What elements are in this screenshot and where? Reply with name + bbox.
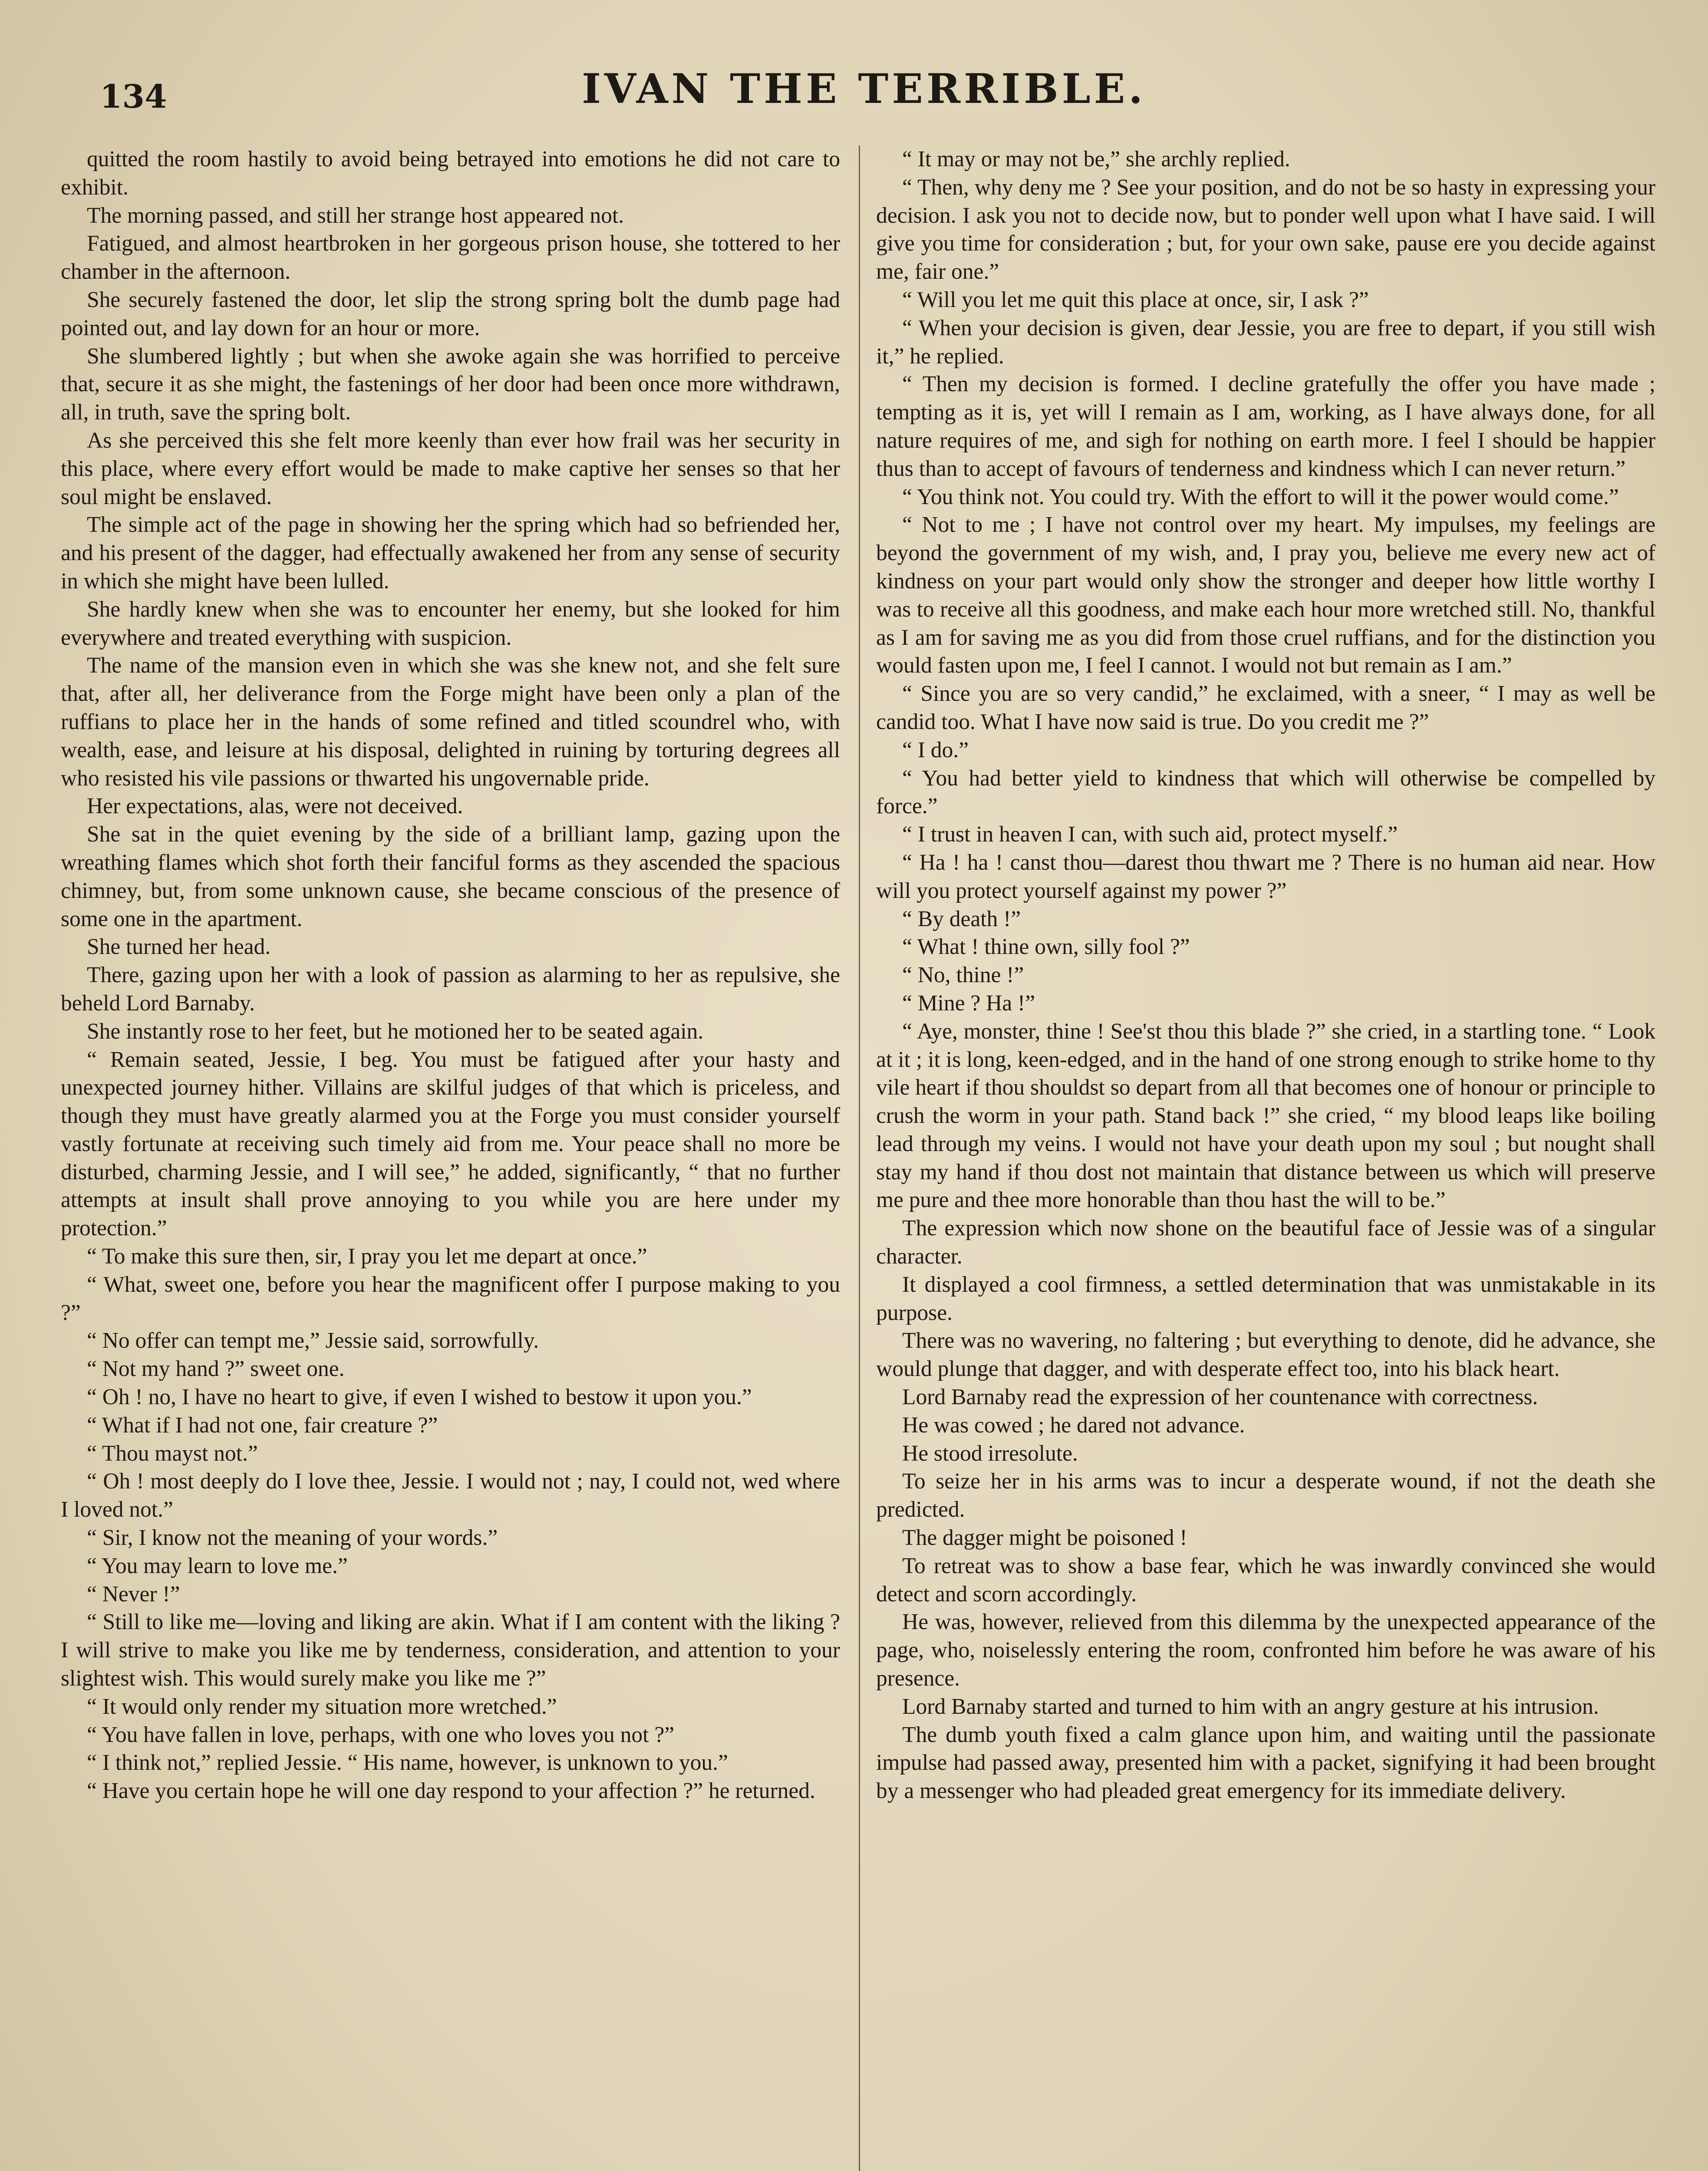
paragraph: “ You had better yield to kindness that which will otherwise be compelled by force.”	[876, 765, 1655, 819]
paragraph: The simple act of the page in showing her the spring which had so befriended her, and his present of the dagger, had effectually awakened her from any sense of security in which she might have been lulled.	[61, 512, 840, 594]
paragraph: She sat in the quiet evening by the side of a brilliant lamp, gazing upon the wreathing flames which shot forth their fanciful forms as they ascended the spacious chimney, but, from some unknown cause, she became conscious of the presence of some one in the apartment.	[61, 822, 840, 931]
paragraph: “ Will you let me quit this place at once, sir, I ask ?”	[902, 287, 1369, 312]
paragraph: “ Ha ! ha ! canst thou—darest thou thwart me ? There is no human aid near. How will you protect yourself against my power ?”	[876, 850, 1655, 903]
paragraph: As she perceived this she felt more keenly than ever how frail was her security in this place, where every effort would be made to make captive her senses so that her soul might be enslaved.	[61, 428, 840, 509]
paragraph: The dagger might be poisoned !	[902, 1525, 1187, 1551]
paragraph: “ I think not,” replied Jessie. “ His name, however, is unknown to you.”	[87, 1750, 728, 1775]
paragraph: “ To make this sure then, sir, I pray you let me depart at once.”	[87, 1244, 647, 1269]
left-text-column	[61, 145, 840, 2171]
paragraph: “ When your decision is given, dear Jessie, you are free to depart, if you still wish it,” he replied.	[876, 315, 1655, 369]
column-divider	[859, 145, 860, 2171]
paragraph: She securely fastened the door, let slip the strong spring bolt the dumb page had pointed out, and lay down for an hour or more.	[61, 287, 840, 340]
paragraph: She slumbered lightly ; but when she awoke again she was horrified to perceive that, secure it as she might, the fastenings of her door had been once more withdrawn, all, in truth, save the spring bolt.	[61, 343, 840, 425]
paragraph: Fatigued, and almost heartbroken in her gorgeous prison house, she tottered to her chamber in the afternoon.	[61, 231, 840, 284]
paragraph: “ Remain seated, Jessie, I beg. You must be fatigued after your hasty and unexpected journey hither. Villains are skilful judges of that which is priceless, and though they must have greatly alarmed you at the Forge you must consider yourself vastly fortunate at receiving such timely aid from me. Your peace shall no more be disturbed, charming Jessie, and I will see,” he added, significantly, “ that no further attempts at insult shall prove annoying to you while you are here under my protection.”	[61, 1047, 840, 1241]
paragraph: He was cowed ; he dared not advance.	[902, 1412, 1245, 1438]
paragraph: “ Sir, I know not the meaning of your words.”	[87, 1525, 498, 1551]
paragraph: To seize her in his arms was to incur a desperate wound, if not the death she predicted.	[876, 1469, 1655, 1522]
right-text-column	[876, 145, 1655, 2171]
paragraph: “ Oh ! most deeply do I love thee, Jessie. I would not ; nay, I could not, wed where I loved not.”	[61, 1469, 840, 1522]
page-header	[61, 65, 1667, 130]
paragraph: quitted the room hastily to avoid being betrayed into emotions he did not care to exhibit.	[61, 147, 840, 200]
paragraph: “ No, thine !”	[902, 963, 1024, 988]
paragraph: “ You have fallen in love, perhaps, with one who loves you not ?”	[87, 1722, 675, 1747]
paragraph: He was, however, relieved from this dilemma by the unexpected appearance of the page, who, noiselessly entering the room, confronted him before he was aware of his presence.	[876, 1610, 1655, 1691]
paragraph: To retreat was to show a base fear, which he was inwardly convinced she would detect and scorn accordingly.	[876, 1553, 1655, 1607]
paragraph: She turned her head.	[87, 934, 271, 960]
running-title: IVAN THE TERRIBLE.	[581, 65, 1147, 113]
paragraph: “ You may learn to love me.”	[87, 1553, 348, 1578]
paragraph: “ Still to like me—loving and liking are akin. What if I am content with the liking ? I will strive to make you like me by tenderness, consideration, and attention to your slightest wish. This would surely make you like me ?”	[61, 1610, 840, 1691]
paragraph: “ By death !”	[902, 906, 1021, 931]
paragraph: The dumb youth fixed a calm glance upon him, and waiting until the passionate impulse had passed away, presented him with a packet, signifying it had been brought by a messenger who had pleaded great emergency for its immediate delivery.	[876, 1722, 1655, 1804]
paragraph: “ I trust in heaven I can, with such aid, protect myself.”	[902, 822, 1398, 847]
paragraph: “ Thou mayst not.”	[87, 1441, 258, 1466]
paragraph: “ What if I had not one, fair creature ?”	[87, 1412, 438, 1438]
paragraph: Lord Barnaby started and turned to him with an angry gesture at his intrusion.	[902, 1694, 1599, 1719]
paragraph: “ No offer can tempt me,” Jessie said, sorrowfully.	[87, 1328, 539, 1353]
paragraph: She hardly knew when she was to encounter her enemy, but she looked for him everywhere and treated everything with suspicion.	[61, 597, 840, 650]
paragraph: “ It would only render my situation more wretched.”	[87, 1694, 557, 1719]
paragraph: He stood irresolute.	[902, 1441, 1078, 1466]
paragraph: “ Since you are so very candid,” he exclaimed, with a sneer, “ I may as well be candid too. What I have now said is true. Do you credit me ?”	[876, 681, 1655, 734]
paragraph: “ Mine ? Ha !”	[902, 990, 1035, 1016]
paragraph: “ Then my decision is formed. I decline gratefully the offer you have made ; tempting as it is, yet will I remain as I am, working, as I have always done, for all nature requires of me, and sigh for nothing on earth more. I feel I should be happier thus than to accept of favours of tenderness and kindness which I can never return.”	[876, 372, 1655, 481]
paragraph: “ Then, why deny me ? See your position, and do not be so hasty in expressing your decision. I ask you not to decide now, but to ponder well upon what I have said. I will give you time for consideration ; but, for your own sake, pause ere you decide against me, fair one.”	[876, 175, 1655, 284]
paragraph: It displayed a cool firmness, a settled determination that was unmistakable in its purpose.	[876, 1272, 1655, 1325]
paragraph: The name of the mansion even in which she was she knew not, and she felt sure that, after all, her deliverance from the Forge might have been only a plan of the ruffians to place her in the hands of some refined and titled scoundrel who, with wealth, ease, and leisure at his disposal, delighted in ruining by torturing degrees all who resisted his vile passions or thwarted his ungovernable pride.	[61, 653, 840, 791]
paragraph: Lord Barnaby read the expression of her countenance with correctness.	[902, 1385, 1538, 1410]
paragraph: “ Aye, monster, thine ! See'st thou this blade ?” she cried, in a startling tone. “ Look at it ; it is long, keen-edged, and in the hand of one strong enough to strike home to thy vile heart if thou shouldst so depart from all that becomes one of honour or principle to crush the worm in your path. Stand back !” she cried, “ my blood leaps like boiling lead through my veins. I would not have your death upon my soul ; but nought shall stay my hand if thou dost not maintain that distance between us which will preserve me pure and thee more honorable than thou hast the will to be.”	[876, 1019, 1655, 1213]
paragraph: “ I do.”	[902, 737, 969, 762]
paragraph: “ Oh ! no, I have no heart to give, if even I wished to bestow it upon you.”	[87, 1385, 752, 1410]
paragraph: “ Not my hand ?” sweet one.	[87, 1356, 345, 1382]
paragraph: “ Have you certain hope he will one day respond to your affection ?” he returned.	[87, 1778, 815, 1804]
paragraph: There was no wavering, no faltering ; but everything to denote, did he advance, she would plunge that dagger, and with desperate effect too, into his black heart.	[876, 1328, 1655, 1382]
paragraph: “ It may or may not be,” she archly replied.	[902, 147, 1290, 172]
page-number: 134	[100, 78, 167, 115]
paragraph: “ Never !”	[87, 1581, 180, 1607]
paragraph: “ You think not. You could try. With the effort to will it the power would come.”	[902, 484, 1619, 509]
paragraph: The expression which now shone on the beautiful face of Jessie was of a singular character.	[876, 1216, 1655, 1269]
paragraph: “ What ! thine own, silly fool ?”	[902, 934, 1190, 960]
paragraph: She instantly rose to her feet, but he motioned her to be seated again.	[87, 1019, 704, 1044]
paragraph: “ Not to me ; I have not control over my heart. My impulses, my feelings are beyond the government of my wish, and, I pray you, believe me every new act of kindness on your part would only show the stronger and deeper how little worthy I was to receive all this goodness, and make each hour more wretched still. No, thankful as I am for saving me as you did from those cruel ruffians, and for the distinction you would fasten upon me, I feel I cannot. I would not but remain as I am.”	[876, 512, 1655, 678]
paragraph: The morning passed, and still her strange host appeared not.	[87, 203, 624, 228]
paragraph: There, gazing upon her with a look of passion as alarming to her as repulsive, she beheld Lord Barnaby.	[61, 963, 840, 1016]
paragraph: Her expectations, alas, were not deceived.	[87, 794, 463, 819]
paragraph: “ What, sweet one, before you hear the magnificent offer I purpose making to you ?”	[61, 1272, 840, 1325]
